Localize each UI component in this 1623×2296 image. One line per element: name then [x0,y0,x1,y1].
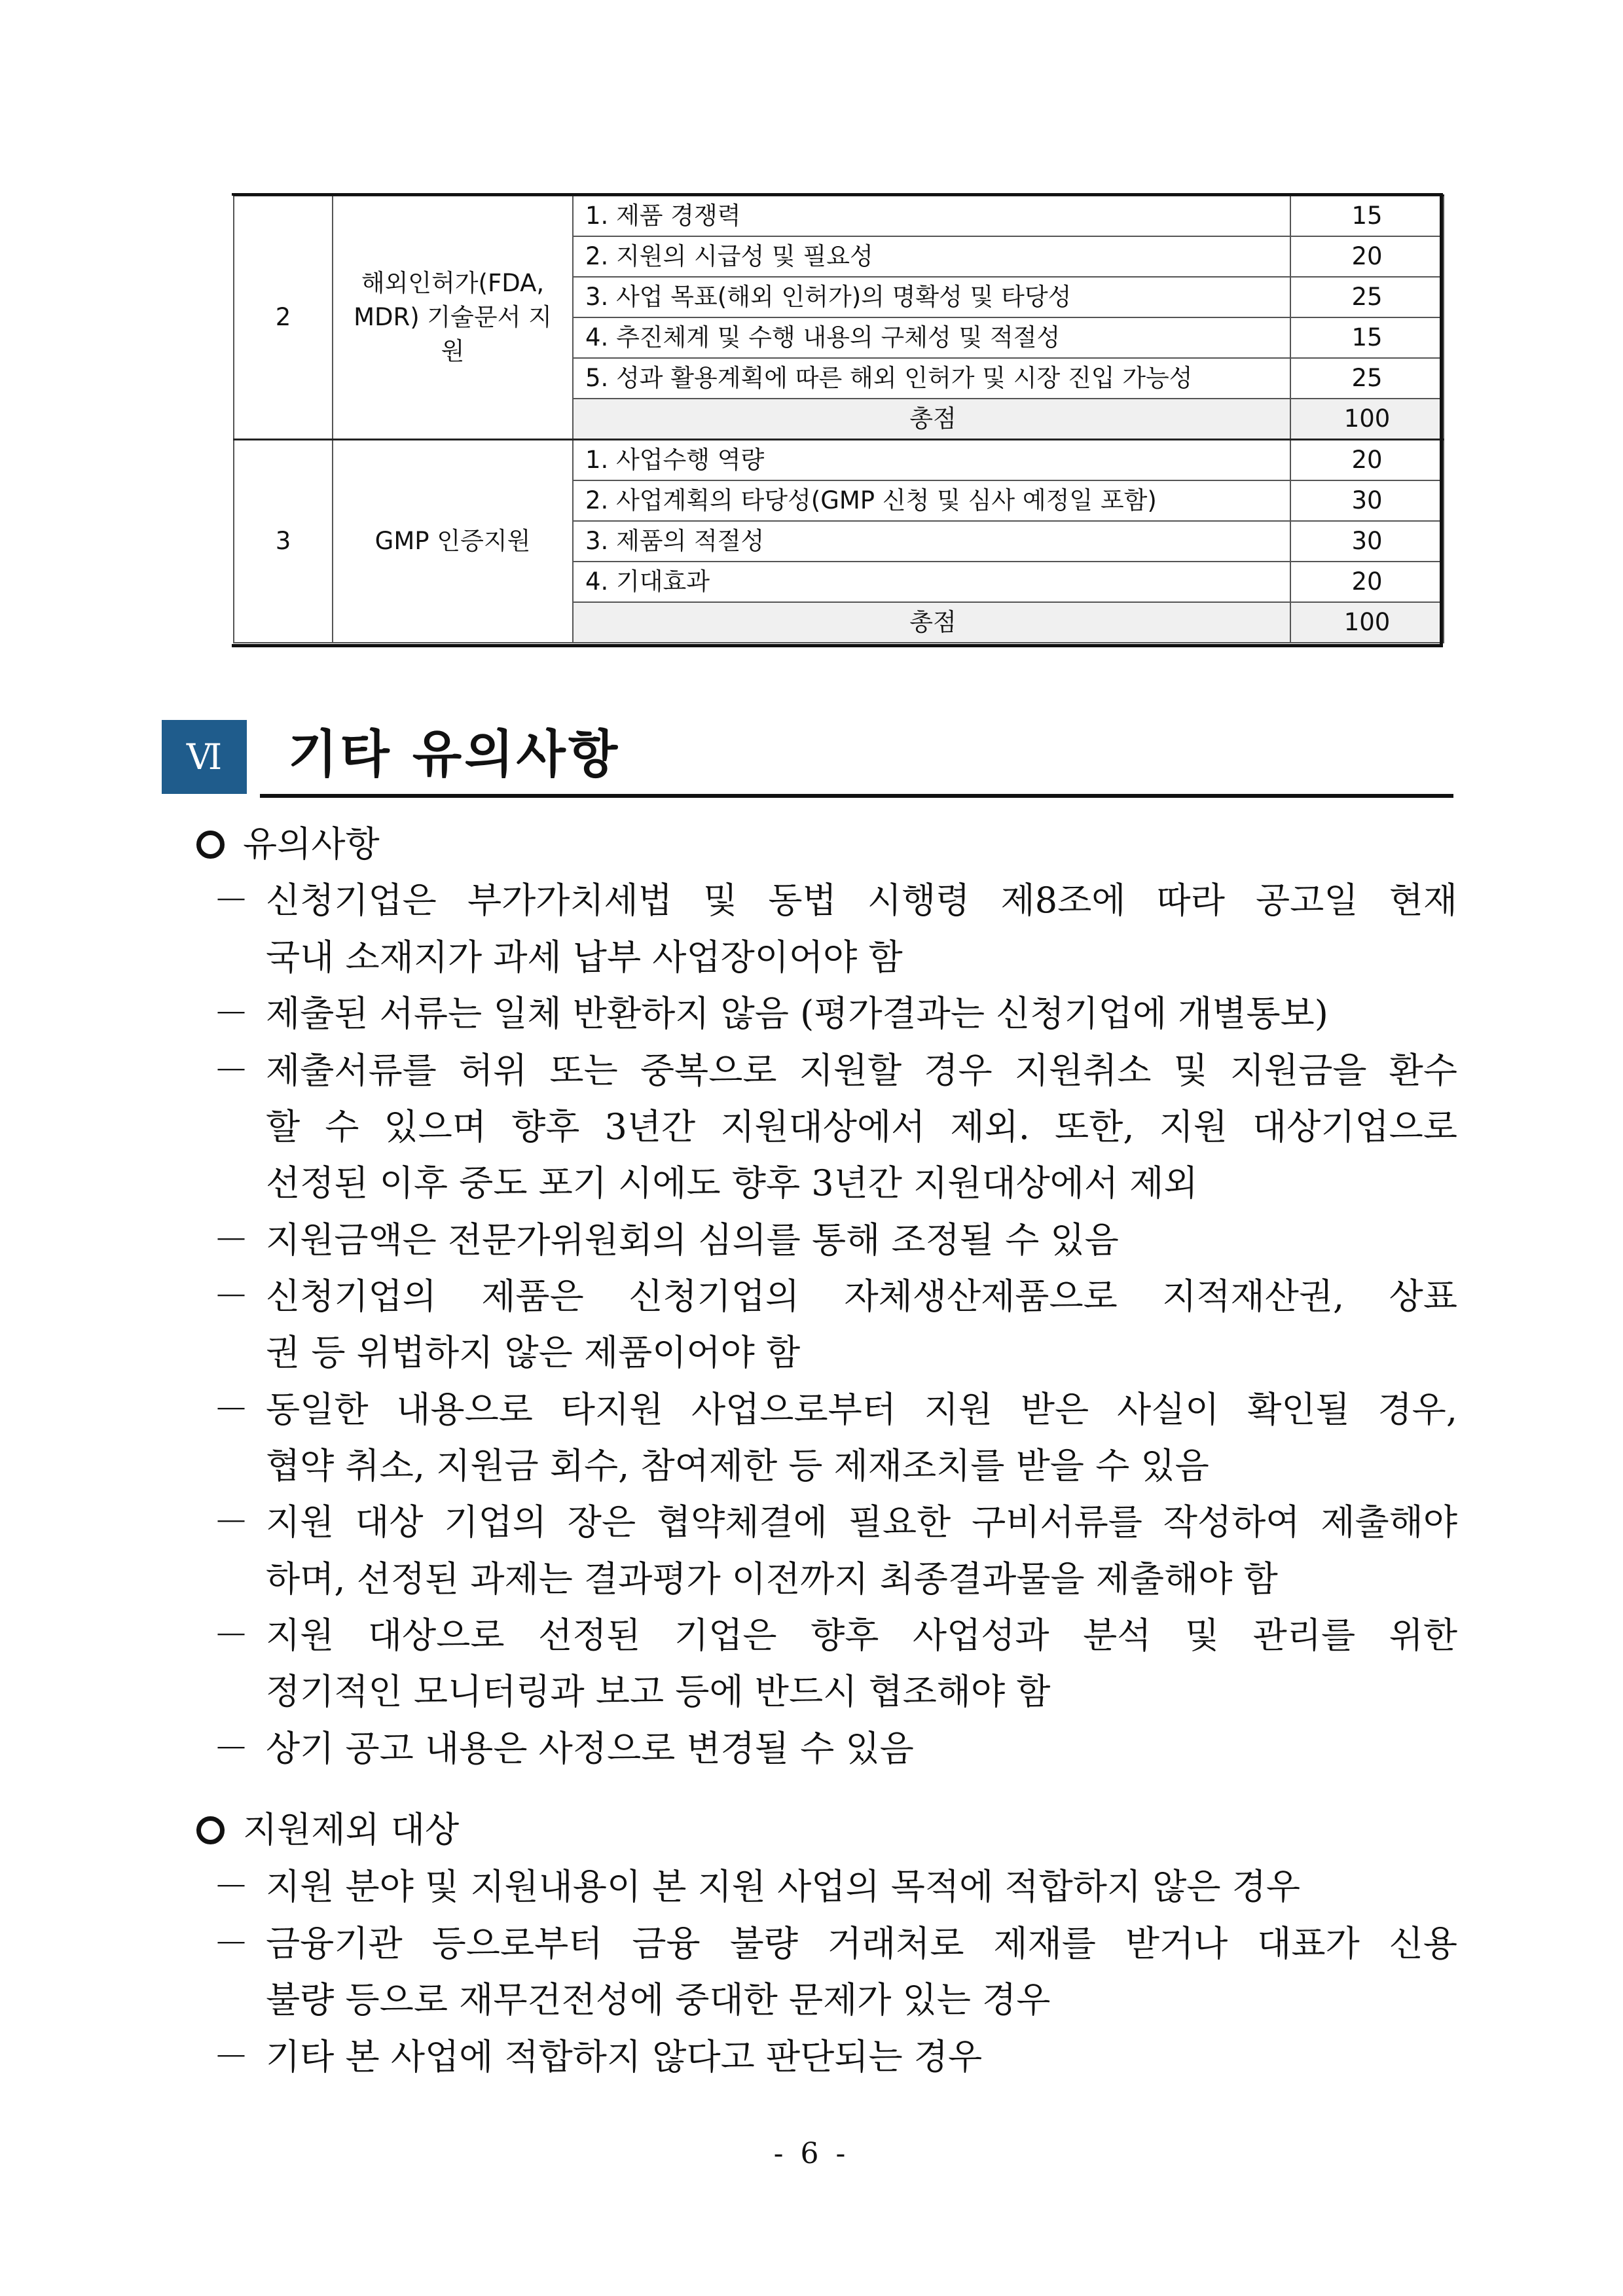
total-score: 100 [1290,399,1444,440]
list-item [213,1219,1457,1261]
criterion-score: 30 [1290,521,1444,562]
criterion-label: 4. 기대효과 [573,562,1290,602]
group-number: 3 [234,440,333,643]
list-item [213,1276,1457,1318]
list-item-text: 상기 공고 내용은 사정으로 변경될 수 있음 [266,1728,914,1769]
dash-bullet: － [213,1276,249,1317]
list-item-text: 금융기관 등으로부터 금융 불량 거래처로 제재를 받거나 대표가 신용 [266,1923,1457,1964]
list-item [213,1050,1457,1092]
dash-bullet: － [213,1615,249,1656]
notes-heading-text: 유의사항 [243,823,380,865]
circle-bullet-icon [196,1816,225,1844]
group-name: 해외인허가(FDA, MDR) 기술문서 지원 [333,196,573,440]
group-number: 2 [234,196,333,440]
criterion-score: 20 [1290,236,1444,277]
dash-bullet: － [213,1501,249,1543]
criterion-score: 15 [1290,317,1444,358]
list-item-text: 신청기업은 부가가치세법 및 동법 시행령 제8조에 따라 공고일 현재 [266,880,1457,921]
list-item [213,1866,1457,1908]
criterion-label: 4. 추진체계 및 수행 내용의 구체성 및 적절성 [573,317,1290,358]
list-item-text: 신청기업의 제품은 신청기업의 자체생산제품으로 지적재산권, 상표 [266,1276,1457,1317]
evaluation-criteria-table [233,194,1444,643]
exclusions-heading-text: 지원제외 대상 [243,1809,460,1850]
dash-bullet: － [213,1923,249,1964]
total-label: 총점 [573,399,1290,440]
list-item [213,1728,1457,1770]
dash-bullet: － [213,2036,249,2077]
list-item-text: 지원 대상 기업의 장은 협약체결에 필요한 구비서류를 작성하여 제출해야 [266,1501,1457,1543]
criterion-score: 20 [1290,562,1444,602]
list-item [213,1501,1457,1543]
criterion-label: 3. 제품의 적절성 [573,521,1290,562]
list-item-text: 지원 분야 및 지원내용이 본 지원 사업의 목적에 적합하지 않은 경우 [266,1866,1301,1907]
section-number-badge: Ⅵ [162,720,247,794]
table-row [234,196,1444,237]
list-item [213,1389,1457,1431]
criterion-score: 30 [1290,480,1444,521]
list-item-continuation: 불량 등으로 재무건전성에 중대한 문제가 있는 경우 [266,1979,1051,2020]
list-item-text: 제출된 서류는 일체 반환하지 않음 (평가결과는 신청기업에 개별통보) [266,993,1328,1034]
list-item-text: 동일한 내용으로 타지원 사업으로부터 지원 받은 사실이 확인될 경우, [266,1389,1457,1430]
dash-bullet: － [213,1728,249,1769]
criterion-score: 25 [1290,277,1444,317]
total-score: 100 [1290,602,1444,643]
section-divider [260,794,1453,798]
dash-bullet: － [213,1219,249,1261]
dash-bullet: － [213,1050,249,1091]
dash-bullet: － [213,880,249,921]
section-title: 기타 유의사항 [288,725,621,784]
dash-bullet: － [213,993,249,1034]
list-item [213,1923,1457,1965]
circle-bullet-icon [196,831,225,859]
list-item [213,1615,1457,1657]
table-row [234,440,1444,481]
list-item-text: 제출서류를 허위 또는 중복으로 지원할 경우 지원취소 및 지원금을 환수 [266,1050,1457,1091]
list-item-continuation: 할 수 있으며 향후 3년간 지원대상에서 제외. 또한, 지원 대상기업으로 [266,1106,1457,1147]
dash-bullet: － [213,1866,249,1907]
list-item-continuation: 정기적인 모니터링과 보고 등에 반드시 협조해야 함 [266,1671,1051,1712]
dash-bullet: － [213,1389,249,1430]
notes-heading [196,823,380,865]
list-item [213,880,1457,922]
list-item-text: 기타 본 사업에 적합하지 않다고 판단되는 경우 [266,2036,983,2077]
list-item-continuation: 권 등 위법하지 않은 제품이어야 함 [266,1332,801,1373]
criterion-score: 20 [1290,440,1444,481]
page-number: - 6 - [773,2137,850,2170]
criterion-label: 3. 사업 목표(해외 인허가)의 명확성 및 타당성 [573,277,1290,317]
list-item [213,993,1457,1035]
criterion-label: 1. 제품 경쟁력 [573,196,1290,237]
criterion-label: 2. 사업계획의 타당성(GMP 신청 및 심사 예정일 포함) [573,480,1290,521]
list-item-continuation: 협약 취소, 지원금 회수, 참여제한 등 제재조치를 받을 수 있음 [266,1445,1209,1486]
list-item-text: 지원금액은 전문가위원회의 심의를 통해 조정될 수 있음 [266,1219,1119,1261]
list-item-continuation: 국내 소재지가 과세 납부 사업장이어야 함 [266,937,903,978]
list-item-continuation: 선정된 이후 중도 포기 시에도 향후 3년간 지원대상에서 제외 [266,1162,1198,1204]
list-item-text: 지원 대상으로 선정된 기업은 향후 사업성과 분석 및 관리를 위한 [266,1615,1457,1656]
criterion-label: 5. 성과 활용계획에 따른 해외 인허가 및 시장 진입 가능성 [573,358,1290,399]
criterion-label: 2. 지원의 시급성 및 필요성 [573,236,1290,277]
criterion-score: 15 [1290,196,1444,237]
total-label: 총점 [573,602,1290,643]
criterion-label: 1. 사업수행 역량 [573,440,1290,481]
list-item-continuation: 하며, 선정된 과제는 결과평가 이전까지 최종결과물을 제출해야 함 [266,1558,1278,1600]
group-name: GMP 인증지원 [333,440,573,643]
criterion-score: 25 [1290,358,1444,399]
list-item [213,2036,1457,2078]
exclusions-heading [196,1809,459,1851]
